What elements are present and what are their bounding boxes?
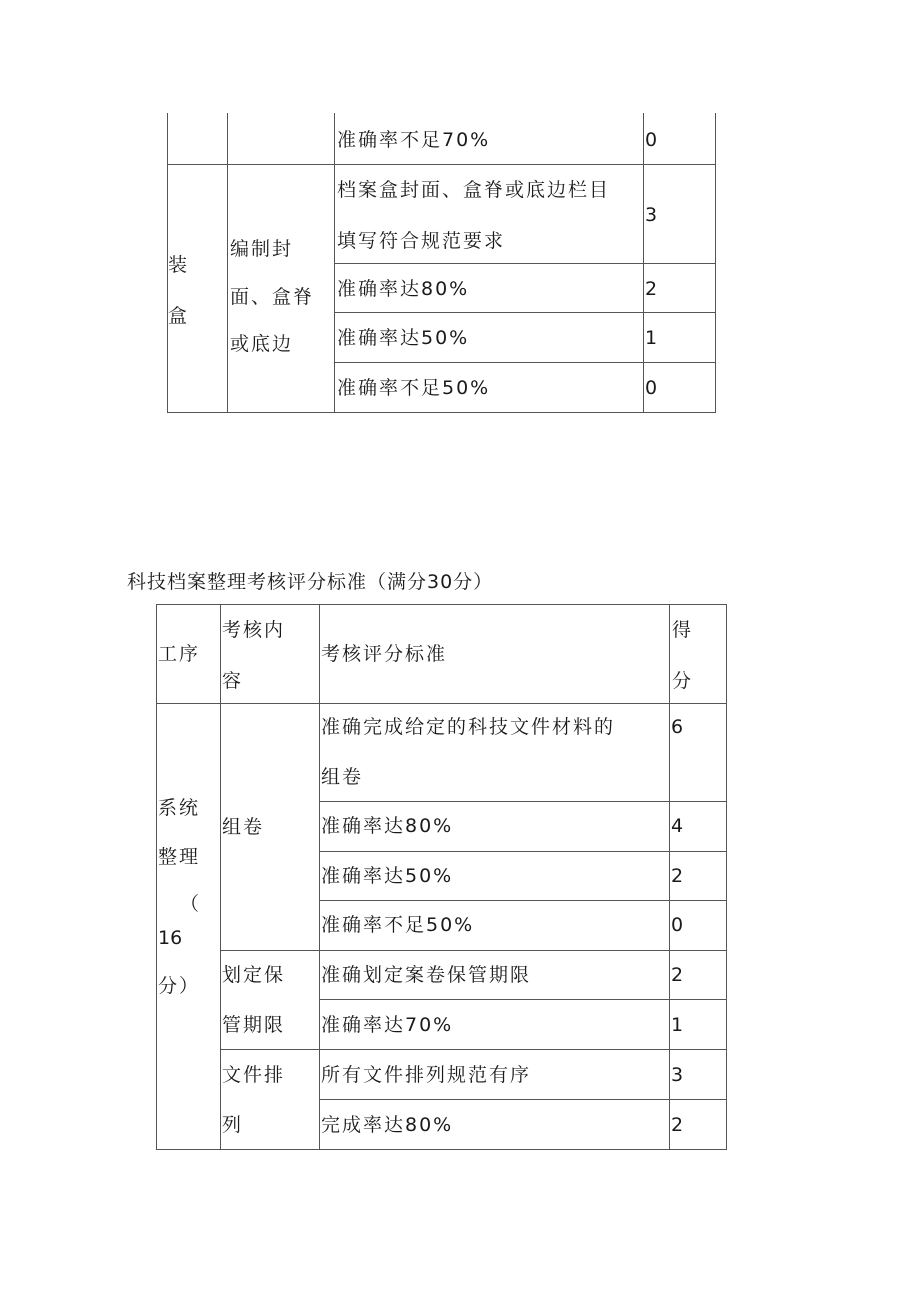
- table-2-score: 6: [671, 716, 684, 738]
- table-1-criterion: 准确率不足70%: [337, 129, 491, 151]
- table-1-process-label: 装: [168, 254, 190, 276]
- table-2-header-content: 容: [222, 670, 244, 692]
- table-1-score: 3: [645, 204, 658, 226]
- table-2-border-bottom: [156, 1149, 726, 1150]
- table-2-criterion: 所有文件排列规范有序: [321, 1064, 532, 1086]
- table-1-score: 0: [645, 377, 658, 399]
- table-2-criterion: 组卷: [321, 766, 364, 788]
- table-2-col-divider: [319, 604, 320, 1150]
- table-2-criterion: 准确完成给定的科技文件材料的: [321, 716, 616, 738]
- table-2-score: 1: [671, 1014, 684, 1036]
- table-2-criterion: 准确率不足50%: [321, 914, 475, 936]
- table-2-header-content: 考核内: [222, 619, 286, 641]
- table-2-content-label: 划定保: [222, 964, 286, 986]
- table-2-criterion: 完成率达80%: [321, 1114, 454, 1136]
- table-2-content-label: 组卷: [222, 816, 265, 838]
- table-2-header-process: 工序: [158, 643, 201, 665]
- table-2-score: 2: [671, 964, 684, 986]
- table-2-score: 2: [671, 865, 684, 887]
- table-2-criterion: 准确率达50%: [321, 865, 454, 887]
- table-2-score: 4: [671, 815, 684, 837]
- table-2-score: 0: [671, 914, 684, 936]
- table-2-header-score: 分: [672, 670, 694, 692]
- table-2-row-divider: [319, 900, 726, 901]
- table-2-process-label: 系统: [158, 797, 201, 819]
- table-2-criterion: 准确率达80%: [321, 815, 454, 837]
- table-2-process-label: 分）: [158, 975, 201, 997]
- table-1-content-label: 面、盒脊: [230, 286, 315, 308]
- table-2-row-divider: [319, 851, 726, 852]
- table-2-score: 2: [671, 1114, 684, 1136]
- table-2-content-label: 管期限: [222, 1014, 286, 1036]
- table-1-border-right: [715, 113, 716, 413]
- table-1-row-divider: [334, 263, 715, 264]
- table-2-row-divider: [220, 1049, 726, 1050]
- table-2-title: 科技档案整理考核评分标准（满分30分）: [127, 571, 494, 593]
- table-1-process-label: 盒: [168, 305, 190, 327]
- table-2-header-criteria: 考核评分标准: [321, 643, 448, 665]
- table-2-row-divider: [220, 950, 726, 951]
- table-2-content-label: 列: [222, 1114, 244, 1136]
- table-2-process-label: 16: [158, 927, 183, 949]
- table-1-criterion: 档案盒封面、盒脊或底边栏目: [337, 179, 611, 201]
- table-1-row-divider: [334, 362, 715, 363]
- table-1-criterion: 准确率不足50%: [337, 377, 491, 399]
- table-1-col-divider: [227, 113, 228, 413]
- table-2-border-right: [726, 604, 727, 1150]
- table-1-content-label: 或底边: [230, 333, 294, 355]
- table-2-row-divider: [319, 801, 726, 802]
- table-2-border-left: [156, 604, 157, 1150]
- table-2-process-label: 整理: [158, 846, 201, 868]
- table-2-header-score: 得: [672, 619, 694, 641]
- table-2-row-divider: [319, 1099, 726, 1100]
- table-2-score: 3: [671, 1064, 684, 1086]
- table-1-criterion: 填写符合规范要求: [337, 230, 506, 252]
- table-1-row-divider: [334, 312, 715, 313]
- table-1-content-label: 编制封: [230, 238, 294, 260]
- table-1-border-bottom: [167, 412, 715, 413]
- table-1-criterion: 准确率达50%: [337, 327, 470, 349]
- table-2-col-divider: [220, 604, 221, 1150]
- table-2-row-divider: [319, 999, 726, 1000]
- table-2-col-divider: [669, 604, 670, 1150]
- table-2-content-label: 文件排: [222, 1064, 286, 1086]
- table-1-score: 2: [645, 278, 658, 300]
- table-2-header-divider: [156, 703, 726, 704]
- table-2-criterion: 准确划定案卷保管期限: [321, 964, 532, 986]
- table-2-process-label: （: [180, 893, 202, 915]
- table-1-row-divider: [167, 164, 715, 165]
- table-1-score: 1: [645, 327, 658, 349]
- table-1-criterion: 准确率达80%: [337, 278, 470, 300]
- table-2-criterion: 准确率达70%: [321, 1014, 454, 1036]
- table-2-border-top: [156, 604, 726, 605]
- table-1-score: 0: [645, 129, 658, 151]
